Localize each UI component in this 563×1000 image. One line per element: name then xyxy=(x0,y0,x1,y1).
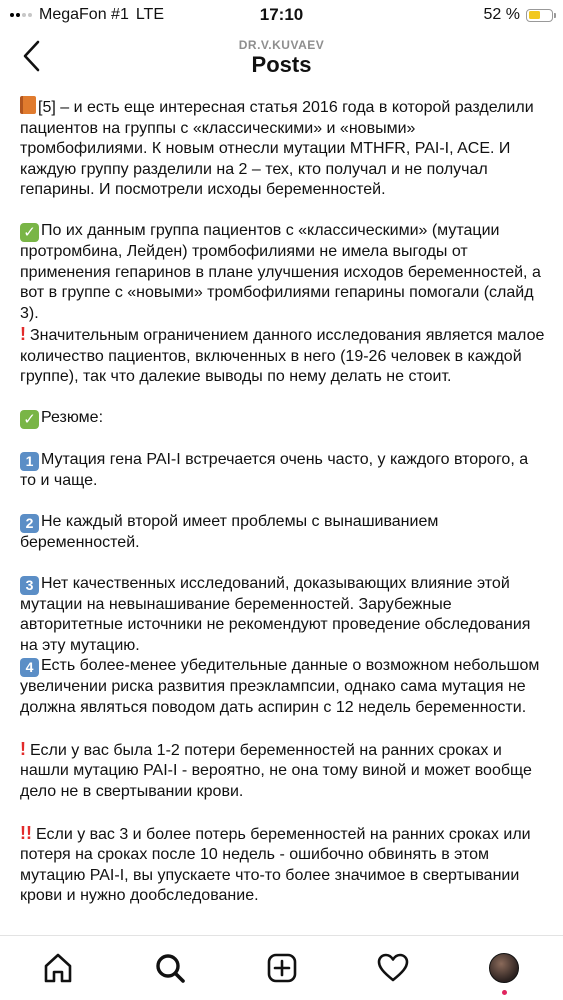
nav-search[interactable] xyxy=(152,950,188,986)
search-icon xyxy=(154,952,186,984)
paragraph-warning-1 xyxy=(20,739,546,803)
network-type: LTE xyxy=(135,6,164,23)
activity-heart-icon xyxy=(377,953,409,983)
paragraph-text: [5] – и есть еще интересная статья 2016 года в которой разделили пациентов на группы с «классическими» и «новыми» тромбофилиями. К новым отнесли мутации MTHFR, PAI-I, ACE. И каждую группу разделили на 2 – тех, кто получал и не получал гепарины. И посмотрели исходы беременностей. xyxy=(20,99,534,198)
paragraph-text: Значительным ограничением данного исследования является малое количество пациентов, включенных в него (19-26 человек в каждой группе), так что далекие выводы по нему делать не стоит. xyxy=(20,327,545,385)
profile-avatar xyxy=(489,953,519,983)
list-item-text: Мутация гена PAI-I встречается очень часто, у каждого второго, а то и чаще. xyxy=(20,450,529,489)
paragraph-text: По их данным группа пациентов с «классическими» (мутации протромбина, Лейден) тромбофилиями не имела выгоды от применения гепаринов в плане улучшения исходов беременностей, а вот в группе с «новыми» тромбофилиями гепарины помогали (слайд 3). xyxy=(20,222,541,322)
keycap-3-icon: 3 xyxy=(20,576,39,595)
paragraph-study xyxy=(20,96,546,201)
check-mark-icon: ✓ xyxy=(20,223,39,242)
new-post-icon xyxy=(266,952,298,984)
nav-profile[interactable] xyxy=(486,950,522,986)
exclamation-icon: ! xyxy=(20,738,26,759)
clock: 17:10 xyxy=(259,5,304,24)
paragraph-resume xyxy=(20,408,546,429)
double-exclamation-icon: !! xyxy=(20,822,32,843)
home-icon xyxy=(42,952,74,984)
paragraph-warning-2 xyxy=(20,823,546,907)
resume-heading: Резюме: xyxy=(41,409,104,426)
status-right xyxy=(484,6,553,24)
nav-home[interactable] xyxy=(40,950,76,986)
keycap-1-icon: 1 xyxy=(20,452,39,471)
list-item-text: Не каждый второй имеет проблемы с вынашиванием беременностей. xyxy=(20,512,439,551)
list-item-text: Есть более-менее убедительные данные о возможном небольшом увеличении риска развития преэклампсии, однако сама мутация не должна являться поводом дать аспирин с 12 недель беременности. xyxy=(20,657,540,716)
paragraph-limitation xyxy=(20,324,546,388)
notification-dot xyxy=(502,990,507,995)
nav-activity[interactable] xyxy=(375,950,411,986)
battery-icon xyxy=(526,9,553,22)
battery-percent: 52 % xyxy=(483,6,520,23)
list-item xyxy=(20,512,546,554)
page-title: Posts xyxy=(251,52,312,77)
status-bar xyxy=(0,0,563,30)
list-item xyxy=(20,574,546,657)
bottom-navigation xyxy=(0,935,563,1000)
header xyxy=(0,30,563,88)
list-item xyxy=(20,450,546,492)
post-caption xyxy=(20,96,546,927)
list-item-text: Нет качественных исследований, доказывающих влияние этой мутации на невынашивание беременностей. Зарубежные авторитетные источники не рекомендуют проведение обследования на эту мутацию. xyxy=(20,574,531,654)
paragraph-text: Если у вас была 1-2 потери беременностей на ранних сроках и нашли мутацию PAI-I - вероятно, не она тому виной и может вообще дело не в свертывании крови. xyxy=(20,741,532,800)
keycap-4-icon: 4 xyxy=(20,658,39,677)
paragraph-findings xyxy=(20,221,546,324)
carrier-name: MegaFon #1 xyxy=(39,6,129,23)
check-mark-icon: ✓ xyxy=(20,410,39,429)
exclamation-icon: ! xyxy=(20,324,26,344)
paragraph-text: Если у вас 3 и более потерь беременностей на ранних сроках или потеря на сроках после 10 недель - ошибочно обвинять в этом мутацию PAI-I, вы упускаете что-то более значимое в свертывании крови и нужно дообследование. xyxy=(20,825,531,904)
list-item xyxy=(20,656,546,718)
book-icon xyxy=(20,96,36,114)
profile-username[interactable]: DR.V.KUVAEV xyxy=(238,38,325,52)
keycap-2-icon: 2 xyxy=(20,514,39,533)
nav-new-post[interactable] xyxy=(264,950,300,986)
